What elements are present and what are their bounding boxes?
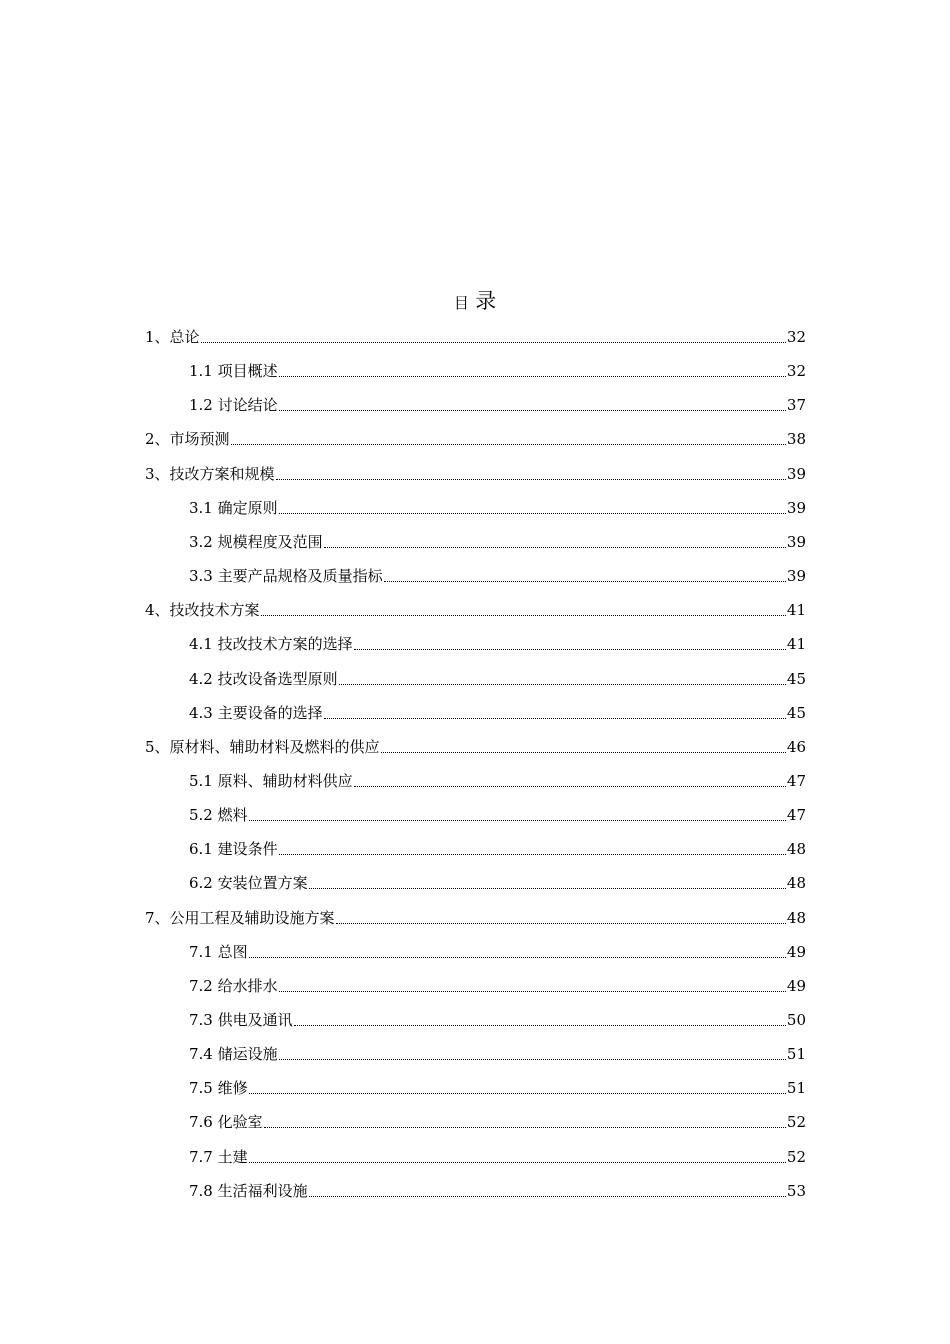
toc-entry-page-number: 50: [786, 1011, 806, 1029]
toc-dot-leader: [309, 1179, 786, 1203]
toc-entry[interactable]: [189, 393, 806, 417]
toc-entry-page-number: 39: [786, 567, 806, 585]
toc-entry[interactable]: [189, 871, 806, 895]
toc-title-char-1: 目: [453, 294, 469, 312]
toc-dot-leader: [279, 837, 786, 861]
toc-entry-label: 7.7 土建: [189, 1147, 248, 1166]
toc-entry-page-number: 53: [786, 1181, 806, 1200]
toc-entry[interactable]: [145, 462, 806, 486]
toc-entry[interactable]: [189, 667, 806, 691]
toc-entry-label: 1.2 讨论结论: [189, 396, 278, 415]
toc-entry[interactable]: [145, 906, 806, 930]
toc-dot-leader: [336, 906, 786, 930]
toc-entry-page-number: 51: [786, 1079, 806, 1098]
toc-entry[interactable]: [189, 1076, 806, 1100]
toc-dot-leader: [384, 564, 786, 588]
toc-entry[interactable]: [189, 701, 806, 725]
toc-entry-label: 2、市场预测: [145, 430, 230, 449]
toc-dot-leader: [249, 803, 786, 827]
toc-entry[interactable]: [189, 359, 806, 383]
toc-entry[interactable]: [189, 632, 806, 656]
toc-dot-leader: [276, 462, 786, 486]
toc-entry-page-number: 45: [786, 669, 806, 688]
toc-entry-label: 1.1 项目概述: [189, 362, 278, 381]
toc-entry-page-number: 48: [786, 874, 806, 893]
toc-entry[interactable]: [189, 530, 806, 554]
toc-entry-page-number: 52: [786, 1147, 806, 1166]
toc-entry[interactable]: [145, 598, 806, 622]
toc-entry-label: 7.6 化验室: [189, 1113, 263, 1132]
toc-entry-label: 7.3 供电及通讯: [189, 1011, 293, 1029]
toc-dot-leader: [324, 530, 786, 554]
toc-dot-leader: [279, 496, 786, 520]
toc-dot-leader: [354, 632, 786, 656]
toc-dot-leader: [324, 701, 786, 725]
toc-entry-page-number: 39: [786, 498, 806, 517]
toc-entry-label: 7.4 储运设施: [189, 1045, 278, 1064]
toc-entry[interactable]: [189, 1008, 806, 1032]
toc-entry[interactable]: [189, 564, 806, 588]
toc-entry-page-number: 51: [786, 1045, 806, 1064]
toc-entry-page-number: 48: [786, 908, 806, 927]
toc-dot-leader: [279, 974, 786, 998]
toc-dot-leader: [249, 1076, 786, 1100]
toc-entry-page-number: 49: [786, 942, 806, 961]
toc-entry-page-number: 41: [786, 601, 806, 620]
toc-entry-page-number: 52: [786, 1113, 806, 1132]
toc-entry[interactable]: [145, 735, 806, 759]
toc-dot-leader: [249, 940, 786, 964]
toc-dot-leader: [309, 871, 786, 895]
toc-entry-label: 5.1 原料、辅助材料供应: [189, 772, 353, 790]
toc-dot-leader: [249, 1145, 786, 1169]
toc-entry-label: 7.2 给水排水: [189, 976, 278, 995]
toc-entry[interactable]: [189, 769, 806, 793]
toc-entry[interactable]: [189, 496, 806, 520]
toc-dot-leader: [231, 427, 786, 451]
toc-dot-leader: [381, 735, 786, 759]
toc-entry-label: 3.2 规模程度及范围: [189, 532, 323, 551]
toc-entry-label: 4.3 主要设备的选择: [189, 703, 323, 722]
toc-dot-leader: [279, 359, 786, 383]
toc-entry-label: 6.2 安装位置方案: [189, 874, 308, 893]
toc-entry-label: 6.1 建设条件: [189, 840, 278, 859]
toc-entry-page-number: 39: [786, 532, 806, 551]
toc-entry-label: 3.3 主要产品规格及质量指标: [189, 567, 383, 585]
toc-dot-leader: [201, 325, 786, 349]
toc-entry-page-number: 32: [786, 328, 806, 346]
toc-entry-label: 7.5 维修: [189, 1079, 248, 1098]
toc-entry[interactable]: [189, 803, 806, 827]
toc-entry-label: 4.1 技改技术方案的选择: [189, 635, 353, 654]
toc-entry-page-number: 38: [786, 430, 806, 449]
toc-entry-label: 7.1 总图: [189, 942, 248, 961]
toc-dot-leader: [354, 769, 786, 793]
toc-entry-label: 7、公用工程及辅助设施方案: [145, 908, 335, 927]
toc-entry-page-number: 47: [786, 772, 806, 790]
toc-entry-label: 3.1 确定原则: [189, 498, 278, 517]
toc-entry[interactable]: [189, 837, 806, 861]
toc-entry-page-number: 48: [786, 840, 806, 859]
toc-entry-page-number: 39: [786, 464, 806, 483]
toc-entry[interactable]: [189, 1179, 806, 1203]
toc-entry-page-number: 41: [786, 635, 806, 654]
toc-entry-page-number: 46: [786, 737, 806, 756]
toc-entry-label: 4、技改技术方案: [145, 601, 260, 620]
toc-entry-label: 7.8 生活福利设施: [189, 1181, 308, 1200]
toc-entry-label: 5、原材料、辅助材料及燃料的供应: [145, 737, 380, 756]
toc-entry[interactable]: [189, 940, 806, 964]
toc-entry-page-number: 37: [786, 396, 806, 415]
toc-title-char-2: 录: [475, 289, 497, 313]
toc-entry-page-number: 32: [786, 362, 806, 381]
toc-entry-label: 5.2 燃料: [189, 806, 248, 825]
toc-entry-page-number: 45: [786, 703, 806, 722]
toc-dot-leader: [279, 393, 786, 417]
toc-entry[interactable]: [189, 974, 806, 998]
toc-dot-leader: [294, 1008, 786, 1032]
toc-dot-leader: [339, 667, 786, 691]
toc-entry-label: 1、总论: [145, 328, 200, 346]
toc-dot-leader: [279, 1042, 786, 1066]
toc-entry-page-number: 49: [786, 976, 806, 995]
toc-entry[interactable]: [189, 1110, 806, 1134]
toc-entry[interactable]: [145, 427, 806, 451]
toc-entry-page-number: 47: [786, 806, 806, 825]
toc-entry[interactable]: [189, 1042, 806, 1066]
toc-entry-label: 4.2 技改设备选型原则: [189, 669, 338, 688]
toc-entry[interactable]: [189, 1145, 806, 1169]
toc-entry-label: 3、技改方案和规模: [145, 464, 275, 483]
toc-dot-leader: [261, 598, 786, 622]
toc-dot-leader: [264, 1110, 786, 1134]
toc-entry[interactable]: [145, 325, 806, 349]
